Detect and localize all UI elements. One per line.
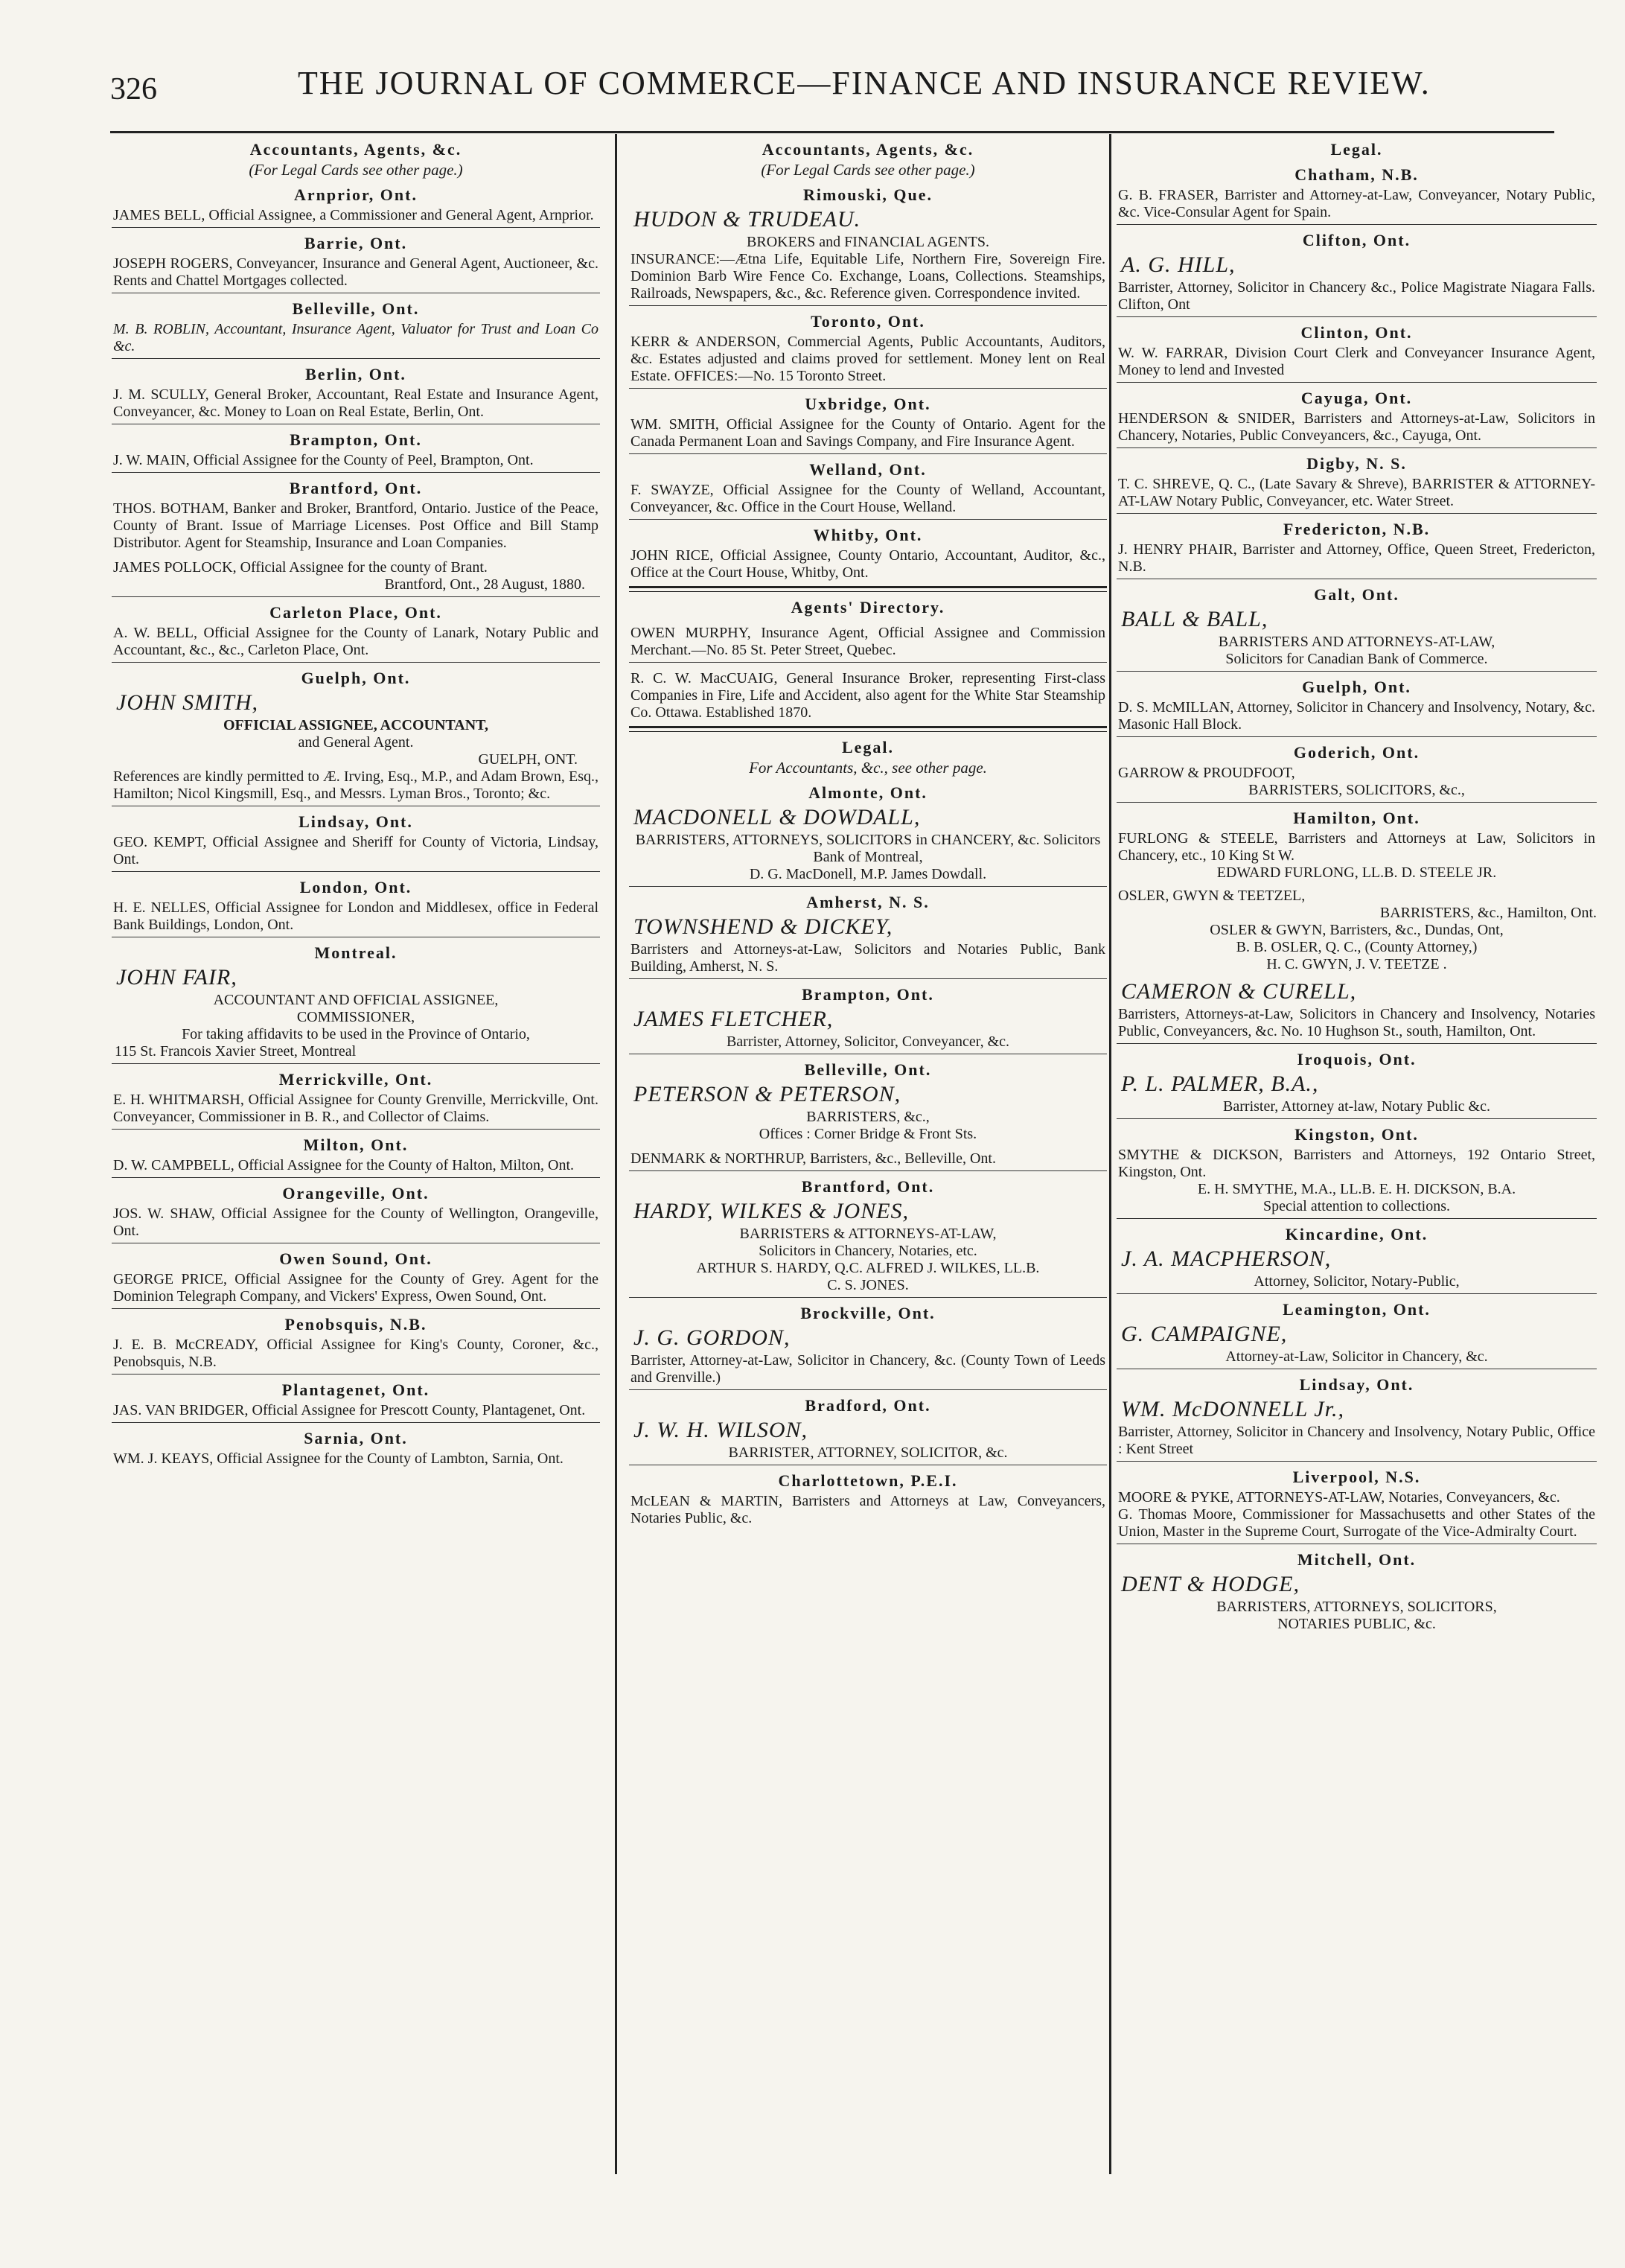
location-heading: Belleville, Ont.: [292, 299, 420, 318]
listing-line: BARRISTER, ATTORNEY, SOLICITOR, &c.: [728, 1444, 1008, 1461]
location-heading: Toronto, Ont.: [811, 312, 925, 331]
listing-name: HARDY, WILKES & JONES,: [633, 1199, 910, 1223]
listing-line: Attorney-at-Law, Solicitor in Chancery, &c.: [1225, 1348, 1488, 1365]
column-divider: [615, 134, 617, 2174]
location-heading: Lindsay, Ont.: [298, 812, 413, 831]
section-title: Accountants, Agents, &c.: [762, 140, 974, 159]
listing-plantagenet: [112, 1380, 600, 1423]
listing-line: D. G. MacDonell, M.P. James Dowdall.: [749, 866, 987, 882]
listing-text: F. SWAYZE, Official Assignee for the County of Welland, Accountant, Conveyancer, &c. Office in the Court House, Welland.: [630, 482, 1105, 515]
listing-iroquois: [1117, 1050, 1597, 1119]
listing-name: JOHN FAIR,: [116, 965, 237, 990]
listing-line: EDWARD FURLONG, LL.B. D. STEELE JR.: [1216, 864, 1497, 881]
listing-text: FURLONG & STEELE, Barristers and Attorneys at Law, Solicitors in Chancery, etc., 10 King St W.: [1118, 830, 1595, 864]
location-heading: Berlin, Ont.: [305, 365, 406, 383]
location-heading: Leamington, Ont.: [1283, 1300, 1431, 1319]
location-heading: Owen Sound, Ont.: [279, 1249, 432, 1268]
listing-text: JAMES BELL, Official Assignee, a Commissioner and General Agent, Arnprior.: [113, 207, 594, 223]
location-heading: Clifton, Ont.: [1302, 231, 1411, 249]
section-subtitle: For Accountants, &c., see other page.: [749, 759, 987, 777]
listing-line: Attorney, Solicitor, Notary-Public,: [1254, 1273, 1460, 1290]
location-heading: Kincardine, Ont.: [1285, 1225, 1428, 1243]
section-subtitle: (For Legal Cards see other page.): [249, 161, 463, 179]
listing-name: P. L. PALMER, B.A.,: [1121, 1071, 1319, 1096]
location-heading: Cayuga, Ont.: [1300, 389, 1413, 407]
listing-text: G. Thomas Moore, Commissioner for Massachusetts and other States of the Union, Master in the Supreme Court, Surrogate of the Vice-Admiralty Court.: [1118, 1506, 1595, 1540]
listing-line: Special attention to collections.: [1262, 1198, 1451, 1214]
listing-text: DENMARK & NORTHRUP, Barristers, &c., Belleville, Ont.: [630, 1150, 996, 1167]
listing-line: H. C. GWYN, J. V. TEETZE .: [1266, 956, 1447, 972]
section-rule: [629, 726, 1107, 732]
location-heading: Liverpool, N.S.: [1292, 1468, 1421, 1486]
listing-name: HUDON & TRUDEAU.: [633, 207, 861, 232]
page-number: 326: [110, 72, 157, 106]
location-heading: London, Ont.: [299, 878, 412, 896]
location-heading: Belleville, Ont.: [804, 1060, 932, 1079]
listing-text: M. B. ROBLIN, Accountant, Insurance Agent, Valuator for Trust and Loan Co &c.: [113, 321, 598, 354]
location-heading: Bradford, Ont.: [805, 1396, 931, 1415]
listing-name: MACDONELL & DOWDALL,: [633, 805, 921, 829]
listing-kingston: [1117, 1125, 1597, 1219]
listing-text: OWEN MURPHY, Insurance Agent, Official Assignee and Commission Merchant.—No. 85 St. Peter Street, Quebec.: [630, 625, 1105, 658]
listing-toronto: [629, 312, 1107, 389]
location-heading: Brampton, Ont.: [290, 430, 422, 449]
header-rule: [110, 131, 1554, 133]
section-rule: [629, 586, 1107, 592]
listing-leamington: [1117, 1300, 1597, 1369]
listing-sarnia: [112, 1429, 600, 1468]
location-heading: Lindsay, Ont.: [1299, 1375, 1414, 1394]
listing-line: Solicitors for Canadian Bank of Commerce.: [1225, 651, 1488, 667]
listing-line: OSLER & GWYN, Barristers, &c., Dundas, Ont,: [1210, 922, 1504, 938]
listing-line: BARRISTERS, &c.,: [806, 1109, 930, 1125]
listing-line: 115 St. Francois Xavier Street, Montreal: [115, 1043, 357, 1060]
listing-text: KERR & ANDERSON, Commercial Agents, Public Accountants, Auditors, &c. Estates adjusted and claims proved for settlement. Money lent on Real Estate. OFFICES:—No. 15 Toronto Street.: [630, 334, 1105, 384]
listing-name: TOWNSHEND & DICKEY,: [633, 914, 893, 939]
listing-text: GEORGE PRICE, Official Assignee for the County of Grey. Agent for the Dominion Telegraph Company, and Vickers' Express, Owen Sound, Ont.: [113, 1271, 598, 1305]
listing-text: J. HENRY PHAIR, Barrister and Attorney, Office, Queen Street, Fredericton, N.B.: [1118, 541, 1595, 575]
listing-line: ARTHUR S. HARDY, Q.C. ALFRED J. WILKES, LL.B.: [696, 1260, 1040, 1276]
listing-name: DENT & HODGE,: [1121, 1572, 1300, 1596]
listing-whitby: [629, 526, 1107, 582]
listing-line: E. H. SMYTHE, M.A., LL.B. E. H. DICKSON, B.A.: [1197, 1181, 1516, 1197]
listing-london: [112, 878, 600, 937]
listing-milton: [112, 1135, 600, 1178]
location-heading: Galt, Ont.: [1314, 585, 1399, 604]
location-heading: Milton, Ont.: [303, 1135, 409, 1154]
listing-kincardine: [1117, 1225, 1597, 1294]
listing-text: INSURANCE:—Ætna Life, Equitable Life, Northern Fire, Sovereign Fire. Dominion Barb Wire Fence Co. Exchange, Loans, Collections. Steamships, Railroads, Newspapers, &c., &c. Reference given. Correspondence invited.: [630, 251, 1105, 302]
location-heading: Uxbridge, Ont.: [805, 395, 931, 413]
listing-line: COMMISSIONER,: [296, 1009, 415, 1025]
listing-name: PETERSON & PETERSON,: [633, 1082, 901, 1106]
location-heading: Merrickville, Ont.: [278, 1070, 433, 1089]
listing-text: WM. J. KEAYS, Official Assignee for the County of Lambton, Sarnia, Ont.: [113, 1450, 564, 1467]
listing-date: Brantford, Ont., 28 August, 1880.: [384, 576, 585, 593]
listing-text: H. E. NELLES, Official Assignee for London and Middlesex, office in Federal Bank Buildings, London, Ont.: [113, 899, 598, 933]
listing-text: MOORE & PYKE, ATTORNEYS-AT-LAW, Notaries, Conveyancers, &c.: [1118, 1489, 1560, 1506]
listing-guelph: [112, 669, 600, 806]
listing-text: G. B. FRASER, Barrister and Attorney-at-Law, Conveyancer, Notary Public, &c. Vice-Consular Agent for Spain.: [1118, 187, 1595, 220]
listing-name: J. G. GORDON,: [633, 1325, 791, 1350]
listing-text: J. W. MAIN, Official Assignee for the County of Peel, Brampton, Ont.: [113, 452, 534, 468]
listing-lindsay: [112, 812, 600, 872]
location-heading: Brampton, Ont.: [802, 985, 934, 1004]
listing-line: BARRISTERS, SOLICITORS, &c.,: [1248, 782, 1465, 798]
listing-almonte: [629, 783, 1107, 887]
location-heading: Clinton, Ont.: [1300, 323, 1413, 342]
listing-belleville: [629, 1060, 1107, 1171]
location-heading: Guelph, Ont.: [1302, 678, 1411, 696]
location-heading: Brantford, Ont.: [801, 1177, 935, 1196]
listing-text: McLEAN & MARTIN, Barristers and Attorneys at Law, Conveyancers, Notaries Public, &c.: [630, 1493, 1105, 1526]
location-heading: Almonte, Ont.: [808, 783, 928, 802]
listing-line: and General Agent.: [298, 734, 414, 751]
listing-agent: [629, 670, 1107, 722]
listing-uxbridge: [629, 395, 1107, 454]
listing-arnprior: [112, 185, 600, 228]
location-heading: Montreal.: [314, 943, 398, 962]
location-heading: Brockville, Ont.: [800, 1304, 936, 1322]
listing-text: References are kindly permitted to Æ. Irving, Esq., M.P., and Adam Brown, Esq., Hamilton; Nicol Kingsmill, Esq., and Messrs. Lyman Bros., Toronto; &c.: [113, 768, 598, 802]
listing-text: Barrister, Attorney, Solicitor in Chancery &c., Police Magistrate Niagara Falls. Clifton, Ont: [1118, 279, 1595, 313]
listing-text: Barrister, Attorney-at-Law, Solicitor in Chancery, &c. (County Town of Leeds and Grenville.): [630, 1352, 1105, 1386]
listing-text: D. W. CAMPBELL, Official Assignee for the County of Halton, Milton, Ont.: [113, 1157, 575, 1173]
listing-carleton-place: [112, 603, 600, 663]
listing-mitchell: [1117, 1550, 1597, 1633]
listing-line: BARRISTERS & ATTORNEYS-AT-LAW,: [739, 1226, 997, 1242]
listing-text: J. M. SCULLY, General Broker, Accountant, Real Estate and Insurance Agent, Conveyancer, &c. Money to Loan on Real Estate, Berlin, Ont.: [113, 386, 598, 420]
column-legal: [1117, 134, 1597, 2174]
listing-belleville: [112, 299, 600, 359]
listing-line: For taking affidavits to be used in the Province of Ontario,: [182, 1026, 530, 1042]
listing-text: OSLER, GWYN & TEETZEL,: [1118, 888, 1306, 904]
listing-berlin: [112, 365, 600, 424]
listing-brampton: [112, 430, 600, 473]
listing-name: JOHN SMITH,: [116, 690, 258, 715]
listing-line: GUELPH, ONT.: [478, 751, 578, 768]
listing-text: R. C. W. MacCUAIG, General Insurance Broker, representing First-class Companies in Fire, Life and Accident, also agent for the White Star Steamship Co. Ottawa. Established 1870.: [630, 670, 1105, 721]
listing-line: Solicitors in Chancery, Notaries, etc.: [759, 1243, 977, 1259]
listing-penobsquis: [112, 1315, 600, 1375]
location-heading: Guelph, Ont.: [301, 669, 411, 687]
listing-brampton: [629, 985, 1107, 1054]
listing-text: JOS. W. SHAW, Official Assignee for the County of Wellington, Orangeville, Ont.: [113, 1205, 598, 1239]
listing-text: E. H. WHITMARSH, Official Assignee for County Grenville, Merrickville, Ont. Conveyancer, Commissioner in B. R., and Collector of Claims.: [113, 1092, 598, 1125]
location-heading: Arnprior, Ont.: [294, 185, 418, 204]
location-heading: Orangeville, Ont.: [282, 1184, 430, 1203]
listing-hamilton: [1117, 809, 1597, 1044]
listing-bradford: [629, 1396, 1107, 1465]
listing-line: OFFICIAL ASSIGNEE, ACCOUNTANT,: [223, 717, 488, 733]
listing-text: JAS. VAN BRIDGER, Official Assignee for Prescott County, Plantagenet, Ont.: [113, 1402, 586, 1418]
listing-name: BALL & BALL,: [1121, 607, 1268, 631]
listing-cayuga: [1117, 389, 1597, 448]
location-heading: Plantagenet, Ont.: [281, 1380, 430, 1399]
listing-chatham: [1117, 165, 1597, 225]
listing-guelph: [1117, 678, 1597, 737]
listing-text: WM. SMITH, Official Assignee for the County of Ontario. Agent for the Canada Permanent Loan and Savings Company, and Fire Insurance Agent.: [630, 416, 1105, 450]
location-heading: Rimouski, Que.: [802, 185, 933, 204]
listing-text: JOSEPH ROGERS, Conveyancer, Insurance and General Agent, Auctioneer, &c. Rents and Chattel Mortgages collected.: [113, 255, 598, 289]
listing-fredericton: [1117, 520, 1597, 579]
location-heading: Digby, N. S.: [1306, 454, 1407, 473]
listing-text: GARROW & PROUDFOOT,: [1118, 765, 1295, 781]
listing-text: Barristers and Attorneys-at-Law, Solicitors and Notaries Public, Bank Building, Amherst, N. S.: [630, 941, 1105, 975]
listing-line: BROKERS and FINANCIAL AGENTS.: [747, 234, 989, 250]
listing-line: NOTARIES PUBLIC, &c.: [1277, 1616, 1436, 1632]
listing-goderich: [1117, 743, 1597, 803]
listing-name: WM. McDONNELL Jr.,: [1121, 1397, 1344, 1421]
column-accountants-1: [112, 134, 600, 2174]
listing-owen-sound: [112, 1249, 600, 1309]
listing-welland: [629, 460, 1107, 520]
listing-text: JAMES POLLOCK, Official Assignee for the county of Brant.: [113, 559, 488, 576]
listing-text: T. C. SHREVE, Q. C., (Late Savary & Shreve), BARRISTER & ATTORNEY-AT-LAW Notary Public, Conveyancer, etc. Water Street.: [1118, 476, 1595, 509]
listing-line: C. S. JONES.: [827, 1277, 909, 1293]
listing-line: BARRISTERS, ATTORNEYS, SOLICITORS,: [1216, 1599, 1497, 1615]
location-heading: Hamilton, Ont.: [1293, 809, 1420, 827]
location-heading: Welland, Ont.: [809, 460, 927, 479]
location-heading: Mitchell, Ont.: [1297, 1550, 1417, 1569]
listing-text: Barrister, Attorney, Solicitor in Chancery and Insolvency, Notary Public, Office : Kent Street: [1118, 1424, 1595, 1457]
listing-line: Barrister, Attorney at-law, Notary Public &c.: [1223, 1098, 1490, 1115]
listing-line: B. B. OSLER, Q. C., (County Attorney,): [1236, 939, 1478, 955]
listing-text: A. W. BELL, Official Assignee for the County of Lanark, Notary Public and Accountant, &c., &c., Carleton Place, Ont.: [113, 625, 598, 658]
location-heading: Kingston, Ont.: [1294, 1125, 1419, 1144]
listing-line: BARRISTERS AND ATTORNEYS-AT-LAW,: [1218, 634, 1495, 650]
column-accountants-2: [629, 134, 1107, 2174]
listing-name: J. W. H. WILSON,: [633, 1418, 808, 1442]
listing-text: W. W. FARRAR, Division Court Clerk and Conveyancer Insurance Agent, Money to lend and Invested: [1118, 345, 1595, 378]
listing-clinton: [1117, 323, 1597, 383]
listing-agent: [629, 625, 1107, 663]
listing-barrie: [112, 234, 600, 293]
column-divider: [1109, 134, 1111, 2174]
location-heading: Charlottetown, P.E.I.: [778, 1471, 958, 1490]
listing-name: A. G. HILL,: [1121, 252, 1236, 277]
listing-line: Barrister, Attorney, Solicitor, Conveyancer, &c.: [726, 1033, 1010, 1050]
listing-name: G. CAMPAIGNE,: [1121, 1322, 1288, 1346]
listing-rimouski: [629, 185, 1107, 306]
listing-name: J. A. MACPHERSON,: [1121, 1246, 1332, 1271]
location-heading: Goderich, Ont.: [1293, 743, 1420, 762]
listing-text: JOHN RICE, Official Assignee, County Ontario, Accountant, Auditor, &c., Office at the Court House, Whitby, Ont.: [630, 547, 1105, 581]
listing-digby: [1117, 454, 1597, 514]
location-heading: Sarnia, Ont.: [304, 1429, 408, 1447]
listing-galt: [1117, 585, 1597, 672]
listing-merrickville: [112, 1070, 600, 1130]
listing-text: SMYTHE & DICKSON, Barristers and Attorneys, 192 Ontario Street, Kingston, Ont.: [1118, 1147, 1595, 1180]
listing-charlottetown: [629, 1471, 1107, 1527]
page-title: THE JOURNAL OF COMMERCE—FINANCE AND INSURANCE REVIEW.: [298, 65, 1431, 101]
listing-liverpool: [1117, 1468, 1597, 1544]
listing-line: Offices : Corner Bridge & Front Sts.: [759, 1126, 977, 1142]
section-subtitle: (For Legal Cards see other page.): [761, 161, 975, 179]
listing-amherst: [629, 893, 1107, 979]
listing-line: BARRISTERS, &c., Hamilton, Ont.: [1379, 905, 1597, 921]
listing-line: ACCOUNTANT AND OFFICIAL ASSIGNEE,: [213, 992, 499, 1008]
listing-text: D. S. McMILLAN, Attorney, Solicitor in Chancery and Insolvency, Notary, &c. Masonic Hall Block.: [1118, 699, 1595, 733]
listing-text: HENDERSON & SNIDER, Barristers and Attorneys-at-Law, Solicitors in Chancery, Notaries, Public Conveyancers, &c., Cayuga, Ont.: [1118, 410, 1595, 444]
listing-line: BARRISTERS, ATTORNEYS, SOLICITORS in CHANCERY, &c. Solicitors Bank of Montreal,: [635, 832, 1101, 865]
listing-orangeville: [112, 1184, 600, 1243]
location-heading: Amherst, N. S.: [806, 893, 930, 911]
location-heading: Carleton Place, Ont.: [269, 603, 442, 622]
location-heading: Brantford, Ont.: [289, 479, 423, 497]
listing-text: Barristers, Attorneys-at-Law, Solicitors in Chancery and Insolvency, Notaries Public, Conveyancers, &c. No. 10 Hughson St., south, Hamilton, Ont.: [1118, 1006, 1595, 1039]
listing-text: J. E. B. McCREADY, Official Assignee for King's County, Coroner, &c., Penobsquis, N.B.: [113, 1337, 598, 1370]
location-heading: Iroquois, Ont.: [1297, 1050, 1417, 1068]
section-title: Legal.: [841, 738, 895, 756]
listing-brockville: [629, 1304, 1107, 1390]
section-title: Accountants, Agents, &c.: [249, 140, 462, 159]
listing-montreal: [112, 943, 600, 1064]
location-heading: Penobsquis, N.B.: [284, 1315, 427, 1334]
location-heading: Chatham, N.B.: [1294, 165, 1419, 184]
listing-clifton: [1117, 231, 1597, 317]
section-title: Legal.: [1330, 140, 1383, 159]
location-heading: Barrie, Ont.: [304, 234, 408, 252]
listing-lindsay: [1117, 1375, 1597, 1462]
listing-brantford: [112, 479, 600, 597]
listing-brantford: [629, 1177, 1107, 1298]
listing-text: GEO. KEMPT, Official Assignee and Sheriff for County of Victoria, Lindsay, Ont.: [113, 834, 598, 867]
location-heading: Whitby, Ont.: [813, 526, 923, 544]
listing-name: CAMERON & CURELL,: [1121, 979, 1357, 1004]
listing-text: THOS. BOTHAM, Banker and Broker, Brantford, Ontario. Justice of the Peace, County of Brant. Issue of Marriage Licenses. Post Office and Bill Stamp Distributor. Agent for Steamship, Insurance and Loan Companies.: [113, 500, 598, 551]
listing-name: JAMES FLETCHER,: [633, 1007, 834, 1031]
section-title: Agents' Directory.: [791, 598, 945, 617]
location-heading: Fredericton, N.B.: [1283, 520, 1431, 538]
